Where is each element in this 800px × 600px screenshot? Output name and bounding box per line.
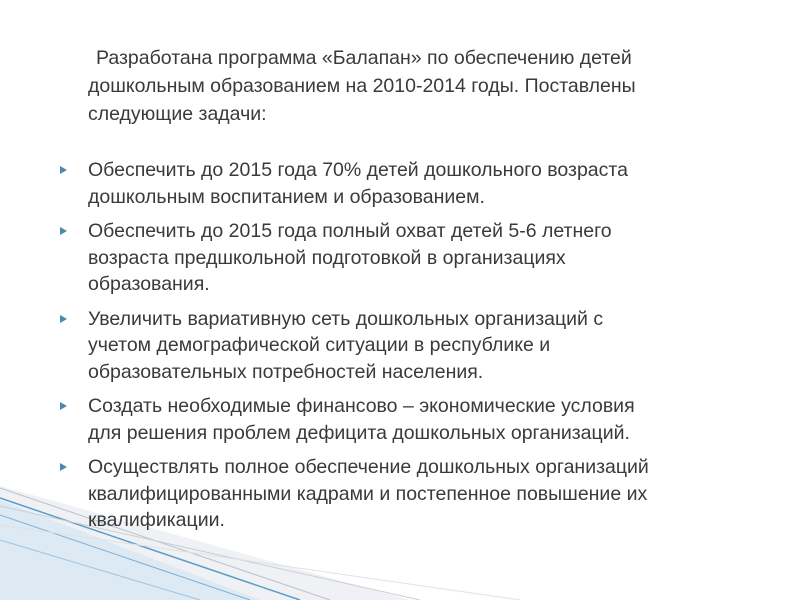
bullet-arrow-icon [60, 227, 67, 235]
task-item [58, 393, 748, 446]
bullet-arrow-icon [60, 463, 67, 471]
bullet-arrow-icon [60, 166, 67, 174]
task-item [58, 306, 748, 386]
task-item [58, 157, 748, 210]
slide-content [58, 44, 748, 542]
task-text: Создать необходимые финансово – экономические условия для решения проблем дефицита дошкольных организаций. [88, 395, 635, 444]
task-item [58, 218, 748, 298]
task-list [58, 157, 748, 534]
task-text: Обеспечить до 2015 года 70% детей дошкольного возраста дошкольным воспитанием и образованием. [88, 159, 628, 208]
intro-rest: дошкольным образованием на 2010-2014 годы. Поставлены следующие задачи: [88, 75, 636, 125]
bullet-arrow-icon [60, 315, 67, 323]
task-text: Осуществлять полное обеспечение дошкольных организаций квалифицированными кадрами и постепенное повышение их квалификации. [88, 456, 649, 531]
task-text: Увеличить вариативную сеть дошкольных организаций с учетом демографической ситуации в республике и образовательных потребностей населения. [88, 307, 604, 383]
task-text: Обеспечить до 2015 года полный охват детей 5-6 летнего возраста предшкольной подготовкой в организациях образования. [88, 220, 612, 295]
task-item [58, 454, 748, 534]
intro-paragraph [58, 44, 748, 128]
bullet-arrow-icon [60, 402, 67, 410]
intro-first-line: Разработана программа «Балапан» по обеспечению детей [96, 47, 632, 69]
